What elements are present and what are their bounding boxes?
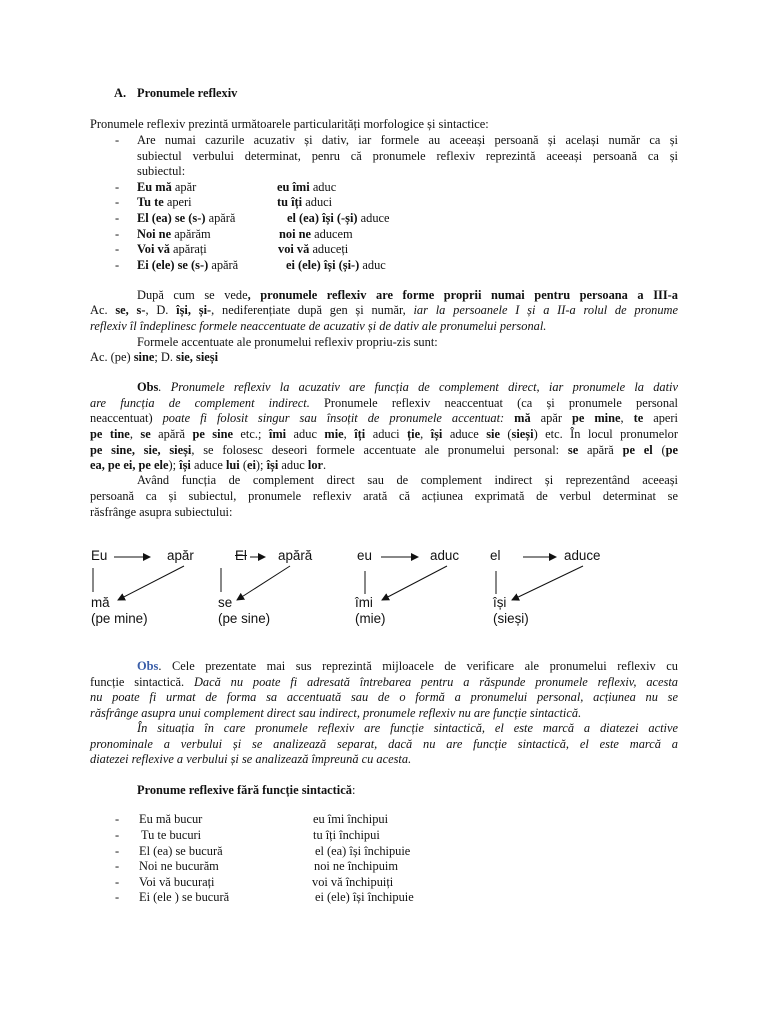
text-span: Ac. (pe) <box>90 350 134 364</box>
text-span: aduce <box>442 427 487 441</box>
text-span: funcție sintactică. <box>90 675 194 689</box>
bullet-line: subiectul: <box>137 164 186 178</box>
text-span: pe sine, sie, sieși <box>90 443 192 457</box>
list-dash: - <box>115 812 120 826</box>
obs-label: Obs <box>137 380 159 394</box>
diagram-subject: El <box>235 548 247 563</box>
text-span: își <box>430 427 443 441</box>
text-span: , <box>343 427 355 441</box>
text-span: se <box>567 443 579 457</box>
list-item-right: el (ea) își închipuie <box>315 844 411 858</box>
text-span: aduc <box>286 427 325 441</box>
text-span: ea, pe ei, pe ele <box>90 458 169 472</box>
text-span: își <box>179 458 191 472</box>
bullet-dash: - <box>115 133 120 147</box>
form-acc-bold: Noi ne <box>137 227 172 241</box>
text-span: După cum se vede <box>137 288 248 302</box>
list-dash: - <box>115 258 120 272</box>
text-span: ) etc. În locul pronumelor <box>533 427 678 441</box>
form-acc: apărați <box>173 242 207 256</box>
diagram-pronoun: își <box>493 595 507 610</box>
text-span: . <box>323 458 327 472</box>
list-item-right: noi ne închipuim <box>314 859 398 873</box>
text-span: ei <box>246 458 256 472</box>
text-span: se <box>140 427 151 441</box>
list-dash: - <box>115 227 120 241</box>
form-dat: aduce <box>360 211 390 225</box>
text-span: sieși <box>511 427 534 441</box>
list-dash: - <box>115 195 120 209</box>
text-span: aduci <box>365 427 408 441</box>
form-dat: aduci <box>305 195 333 209</box>
text-span: . Cele prezentate mai sus reprezintă mijloacele de verificare ale pronumelui reflexiv cu <box>158 659 678 673</box>
text-span: , <box>620 411 634 425</box>
bullet-line: Are numai cazurile acuzativ și dativ, iar formele au aceeași persoană și același număr ca și <box>137 133 678 147</box>
list-item-right: tu îți închipui <box>313 828 380 842</box>
text-span: pe el <box>622 443 653 457</box>
arrow-verb-pronoun <box>382 566 447 600</box>
form-dat: aduceți <box>312 242 349 256</box>
form-dat: aduc <box>362 258 386 272</box>
text-span: ( <box>652 443 666 457</box>
form-acc-bold: El (ea) se (s-) <box>137 211 206 225</box>
diagram-gloss: (mie) <box>355 611 386 626</box>
list-dash: - <box>115 890 120 904</box>
form-acc: apără <box>208 211 236 225</box>
form-acc: apărăm <box>174 227 211 241</box>
text-span: ție <box>407 427 421 441</box>
obs2-label: Obs <box>137 659 159 673</box>
obs2-line: diatezei reflexive a verbului și se analizează împreună cu acesta. <box>90 752 412 766</box>
text-span: , <box>129 427 141 441</box>
text-span: aduce <box>190 458 226 472</box>
list-item-left: Eu mă bucur <box>139 812 203 826</box>
bullet-line: subiectul verbului determinat, penru că pronumele reflexiv reprezintă aceeași persoană ca și <box>137 149 678 163</box>
text-span: , nediferențiate după gen și număr, <box>211 303 414 317</box>
list-dash: - <box>115 242 120 256</box>
obs2-line <box>90 675 678 691</box>
text-span: își <box>266 458 279 472</box>
arrow-verb-pronoun <box>237 566 290 600</box>
arrow-verb-pronoun <box>512 566 583 600</box>
text-span: are funcția de complement indirect. <box>90 396 310 410</box>
list-dash: - <box>115 180 120 194</box>
form-acc: apăr <box>174 180 197 194</box>
text-span: Ac. <box>90 303 116 317</box>
text-span: sine <box>133 350 155 364</box>
obs-line: Având funcția de complement direct sau de complement indirect și reprezentând aceeași <box>137 473 678 487</box>
list-dash: - <box>115 211 120 225</box>
diagram-subject: el <box>490 548 501 563</box>
form-dat-bold: noi ne <box>279 227 312 241</box>
text-span: ( <box>499 427 512 441</box>
obs-line: persoană ca și subiectul, pronumele reflexiv arată că acțiunea exprimată de verbul determinat se <box>90 489 678 503</box>
text-span: ); <box>168 458 180 472</box>
list-dash: - <box>115 875 120 889</box>
text-span: se, s- <box>115 303 146 317</box>
text-span: te <box>633 411 644 425</box>
section2-title-text: Pronume reflexive fără funcție sintactică <box>137 783 352 797</box>
form-acc-bold: Voi vă <box>137 242 170 256</box>
diagram-verb: apăr <box>167 548 194 563</box>
text-span: , pronumele reflexiv are forme proprii numai pentru persoana a III-a <box>247 288 678 302</box>
list-item-right: voi vă închipuiți <box>312 875 394 889</box>
form-dat: aducem <box>314 227 353 241</box>
list-item-left: El (ea) se bucură <box>139 844 223 858</box>
text-span: pe <box>665 443 679 457</box>
diagram-verb: aduce <box>564 548 601 563</box>
obs2-line <box>137 659 678 675</box>
form-acc: aperi <box>166 195 192 209</box>
text-span: îți <box>354 427 366 441</box>
text-span: apăr <box>530 411 572 425</box>
text-span: lui <box>225 458 240 472</box>
list-item-left: Noi ne bucurăm <box>139 859 219 873</box>
list-item-right: ei (ele) își închipuie <box>315 890 414 904</box>
text-span: neaccentuat) <box>90 411 163 425</box>
section2-title <box>137 783 355 799</box>
diagram-pronoun: mă <box>91 595 110 610</box>
text-span: mă <box>504 411 531 425</box>
text-span: , D. <box>145 303 177 317</box>
diagram-gloss: (pe mine) <box>91 611 148 626</box>
paragraph-line: Formele accentuate ale pronumelui reflexiv propriu-zis sunt: <box>137 335 438 349</box>
form-dat-bold: ei (ele) își (și-) <box>286 258 360 272</box>
text-span: pe sine <box>192 427 233 441</box>
text-span: Pronumele reflexiv neaccentuat (ca și pronumele personal <box>309 396 678 410</box>
text-span: lor <box>307 458 324 472</box>
list-dash: - <box>115 844 120 858</box>
text-span: aperi <box>643 411 678 425</box>
obs2-line: răsfrânge asupra unui complement direct sau indirect, pronumele reflexiv nu are funcție sintactică. <box>90 706 582 720</box>
text-span: ( <box>239 458 247 472</box>
form-acc-bold: Ei (ele) se (s-) <box>137 258 209 272</box>
text-span: pe mine <box>571 411 621 425</box>
obs2-line: În situația în care pronumele reflexiv are funcție sintactică, el este marcă a diatezei active <box>137 721 678 735</box>
text-span: . Pronumele reflexiv la acuzativ are funcția de complement direct, iar pronumele la dativ <box>158 380 678 394</box>
obs2-line: nu poate fi urmat de forma sa accentuată sau de o formă a pronumelui personal, acțiunea nu se <box>90 690 678 704</box>
form-dat-bold: voi vă <box>278 242 310 256</box>
text-span: ); <box>255 458 267 472</box>
text-span: etc.; <box>232 427 269 441</box>
section-title: Pronumele reflexiv <box>137 86 238 100</box>
form-acc-bold: Tu te <box>137 195 164 209</box>
form-dat: aduc <box>312 180 337 194</box>
form-dat-bold: tu îți <box>277 195 303 209</box>
diagram-pronoun: se <box>218 595 233 610</box>
text-span: pe tine <box>90 427 130 441</box>
diagram-verb: aduc <box>430 548 460 563</box>
diagram-gloss: (sieși) <box>493 611 529 626</box>
paragraph-line: reflexiv îl îndeplinesc formele neaccentuate de acuzativ și de dativ ale pronumelui personal. <box>90 319 547 333</box>
section2-title-colon: : <box>351 783 356 797</box>
list-item-right: eu îmi închipui <box>313 812 389 826</box>
list-dash: - <box>115 828 120 842</box>
text-span: , se folosesc deseori formele accentuate ale pronumelui personal: <box>191 443 568 457</box>
text-span: ; D. <box>154 350 177 364</box>
list-item-left: Tu te bucuri <box>141 828 202 842</box>
form-dat-bold: eu îmi <box>277 180 310 194</box>
form-acc-bold: Eu mă <box>137 180 172 194</box>
text-span: aduc <box>278 458 308 472</box>
intro-paragraph: Pronumele reflexiv prezintă următoarele particularități morfologice și sintactice: <box>90 117 489 131</box>
obs2-line: pronominale a verbului și se analizează separat, dacă nu are funcție sintactică, el este marcă a <box>90 737 678 751</box>
text-span: sie, sieși <box>176 350 219 364</box>
list-dash: - <box>115 859 120 873</box>
text-span: , <box>420 427 431 441</box>
text-span: își, și- <box>176 303 212 317</box>
text-span: mie <box>324 427 344 441</box>
list-item-left: Voi vă bucurați <box>139 875 215 889</box>
text-span: Dacă nu poate fi adresată întrebarea pentru a răspunde pronumele reflexiv, acesta <box>193 675 678 689</box>
diagram-pronoun: îmi <box>355 595 373 610</box>
text-span: sie <box>486 427 500 441</box>
text-span: poate fi folosit singur sau însoțit de pronumele accentuat: <box>162 411 505 425</box>
diagram-verb: apără <box>278 548 313 563</box>
text-span: apără <box>150 427 193 441</box>
text-span: iar la persoanele I și a II-a rolul de pronume <box>413 303 678 317</box>
section-letter: A. <box>114 86 127 100</box>
diagram-subject: Eu <box>91 548 108 563</box>
text-span: îmi <box>268 427 287 441</box>
arrow-verb-pronoun <box>118 566 184 600</box>
list-item-left: Ei (ele ) se bucură <box>139 890 230 904</box>
text-span: apără <box>578 443 623 457</box>
form-dat-bold: el (ea) își (-și) <box>287 211 358 225</box>
diagram-gloss: (pe sine) <box>218 611 271 626</box>
form-acc: apără <box>211 258 239 272</box>
diagram-subject: eu <box>357 548 372 563</box>
obs-line: răsfrânge asupra subiectului: <box>90 505 233 519</box>
